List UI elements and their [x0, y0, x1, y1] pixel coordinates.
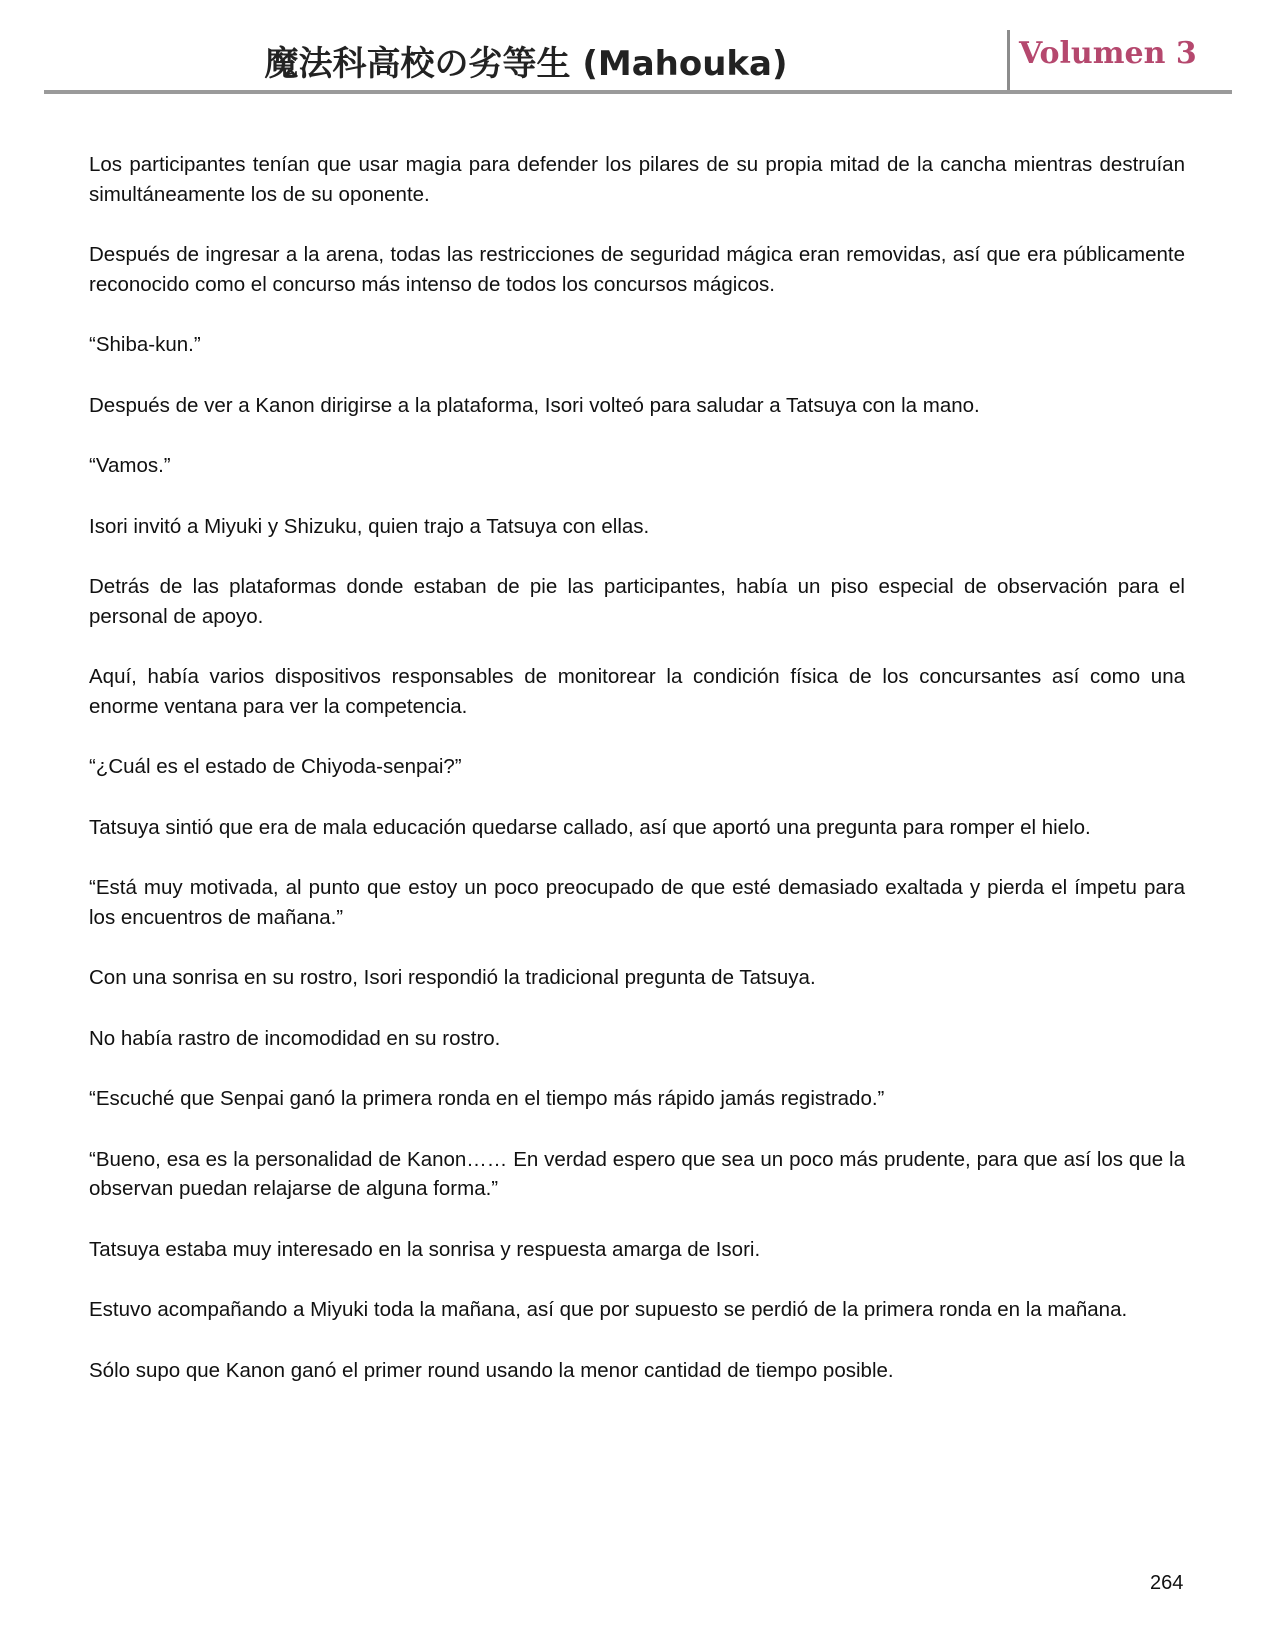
- paragraph: Después de ver a Kanon dirigirse a la plataforma, Isori volteó para saludar a Tatsuya con la mano.: [89, 393, 980, 417]
- paragraph: Detrás de las plataformas donde estaban de pie las participantes, había un piso especial de observación para el personal de apoyo.: [89, 575, 1185, 628]
- paragraph: “Escuché que Senpai ganó la primera ronda en el tiempo más rápido jamás registrado.”: [89, 1087, 885, 1110]
- paragraph: Estuvo acompañando a Miyuki toda la mañana, así que por supuesto se perdió de la primera ronda en la mañana.: [89, 1298, 1128, 1321]
- volume-label: Volumen 3: [1019, 36, 1197, 71]
- header-title: 魔法科高校の劣等生 (Mahouka): [264, 44, 788, 84]
- paragraph: “Vamos.”: [89, 454, 171, 477]
- paragraph: Después de ingresar a la arena, todas las restricciones de seguridad mágica eran removidas, así que era públicamente reconocido como el concurso más intenso de todos los concursos mágicos.: [89, 243, 1185, 296]
- page-header: [44, 28, 1232, 94]
- paragraph: Con una sonrisa en su rostro, Isori respondió la tradicional pregunta de Tatsuya.: [89, 966, 816, 989]
- header-divider: [1007, 30, 1010, 90]
- paragraph: Sólo supo que Kanon ganó el primer round usando la menor cantidad de tiempo posible.: [89, 1358, 894, 1382]
- paragraph: “¿Cuál es el estado de Chiyoda-senpai?”: [89, 755, 462, 778]
- page-number: 264: [1150, 1572, 1184, 1594]
- paragraph: “Shiba-kun.”: [89, 333, 201, 356]
- paragraph: Aquí, había varios dispositivos responsables de monitorear la condición física de los concursantes así como una enorme ventana para ver la competencia.: [89, 665, 1185, 718]
- header-rule: [44, 90, 1232, 94]
- paragraph: Los participantes tenían que usar magia para defender los pilares de su propia mitad de la cancha mientras destruían simultáneamente los de su oponente.: [89, 153, 1185, 206]
- paragraph: Tatsuya estaba muy interesado en la sonrisa y respuesta amarga de Isori.: [89, 1237, 761, 1261]
- paragraph: Tatsuya sintió que era de mala educación quedarse callado, así que aportó una pregunta para romper el hielo.: [89, 815, 1091, 839]
- paragraph: Isori invitó a Miyuki y Shizuku, quien trajo a Tatsuya con ellas.: [89, 514, 650, 538]
- body-text: [89, 150, 1185, 1416]
- paragraph: “Está muy motivada, al punto que estoy un poco preocupado de que esté demasiado exaltada y pierda el ímpetu para los encuentros de mañana.”: [89, 876, 1185, 929]
- paragraph: No había rastro de incomodidad en su rostro.: [89, 1026, 501, 1050]
- paragraph: “Bueno, esa es la personalidad de Kanon…… En verdad espero que sea un poco más prudente, para que así los que la observan puedan relajarse de alguna forma.”: [89, 1147, 1185, 1200]
